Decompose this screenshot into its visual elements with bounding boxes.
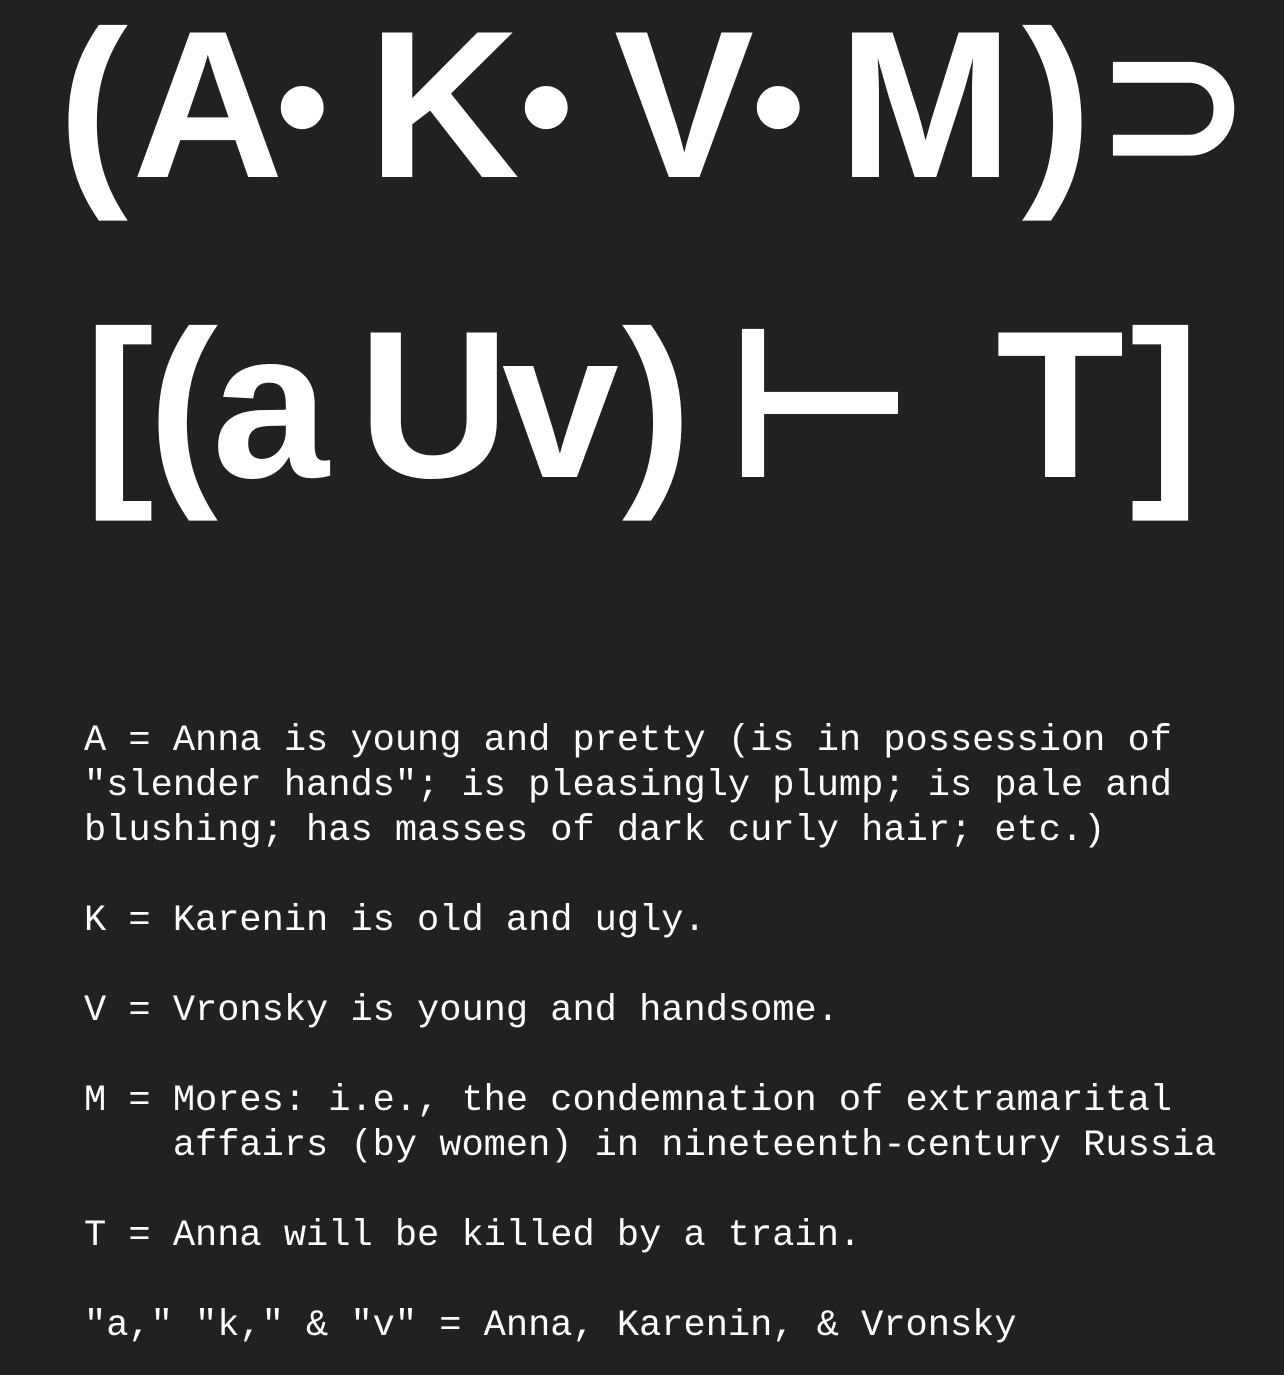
formula-symbol-m: M [838,0,1013,222]
formula-open-paren: ( [58,0,128,222]
formula-symbol-a-lower: a [212,287,329,522]
formula-conjunction-dot: • [520,21,573,189]
formula-symbol-union: U [358,287,510,522]
formula-conjunction-dot: • [276,21,329,189]
legend-item-m: M = Mores: i.e., the condemnation of extramarital affairs (by women) in nineteenth-century Russia [84,1080,1217,1167]
formula-symbol-v: V [614,0,755,222]
legend-item-t: T = Anna will be killed by a train. [84,1215,862,1257]
formula-symbol-t: T [996,287,1125,522]
legend-item-a: A = Anna is young and pretty (is in possession of "slender hands"; is pleasingly plump; is pale and blushing; has masses of dark curly hair; etc.) [84,720,1172,852]
formula-open-paren: ( [148,287,218,522]
formula-line-1 [0,0,1284,240]
formula-close-bracket: ] [1130,287,1200,522]
formula-close-paren: ) [622,287,692,522]
formula-symbol-v-lower: v [502,287,619,522]
formula-line-2 [0,287,1284,540]
legend-item-akv: "a," "k," & "v" = Anna, Karenin, & Vronsky [84,1305,1017,1347]
formula-open-bracket: [ [84,287,154,522]
formula-turnstile-symbol: ⊢ [724,287,916,522]
legend-item-v: V = Vronsky is young and handsome. [84,990,839,1032]
formula-close-paren: ) [1022,0,1092,222]
legend [84,719,1274,1349]
formula-symbol-k: K [368,0,520,222]
formula-conjunction-dot: • [752,21,805,189]
formula-symbol-a: A [132,0,284,222]
formula-implication-symbol: ⊃ [1094,0,1254,209]
legend-item-k: K = Karenin is old and ugly. [84,900,706,942]
